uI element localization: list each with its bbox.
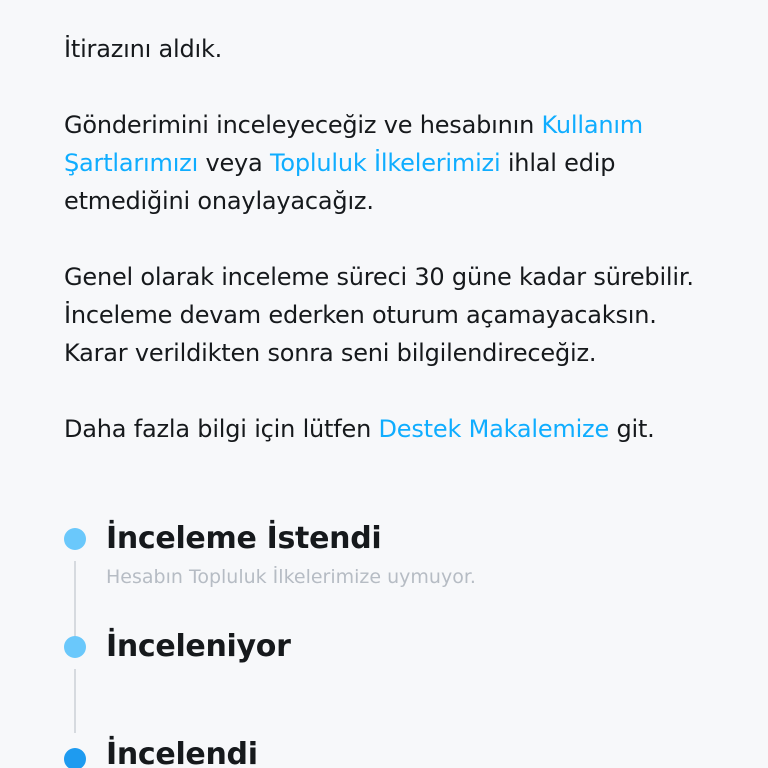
support-info-text-a: Daha fazla bilgi için lütfen [64, 415, 379, 443]
step-status-dot [64, 528, 86, 550]
timeline-connector [74, 669, 76, 733]
terms-of-use-link[interactable]: Kullanım Şartlarımızı [64, 111, 643, 177]
review-explanation-text-c: ihlal edip etmediğini onaylayacağız. [64, 149, 616, 215]
review-explanation [64, 106, 724, 220]
timeline-step-reviewed [62, 733, 258, 768]
support-article-link[interactable]: Destek Makalemize [378, 415, 610, 443]
timeline-step-under-review [62, 625, 291, 669]
step-status-dot-active [64, 748, 86, 768]
step-title: İnceleniyor [106, 629, 291, 664]
step-status-dot [64, 636, 86, 658]
step-subtitle: Hesabın Topluluk İlkelerimize uymuyor. [106, 566, 476, 588]
appeal-message [64, 30, 724, 486]
community-guidelines-link[interactable]: Topluluk İlkelerimizi [269, 149, 501, 177]
review-duration-text: Genel olarak inceleme süreci 30 güne kadar sürebilir. İnceleme devam ederken oturum açamayacaksın. Karar verildikten sonra seni bilgilendireceğiz. [64, 263, 694, 367]
step-title: İncelendi [106, 737, 258, 768]
support-info-text-b: git. [609, 415, 655, 443]
timeline-step-review-requested [62, 517, 476, 591]
review-explanation-text-a: Gönderimini inceleyeceğiz ve hesabının [64, 111, 542, 139]
appeal-received-text: İtirazını aldık. [64, 35, 223, 63]
support-info [64, 410, 724, 448]
review-explanation-text-b: veya [198, 149, 270, 177]
step-title: İnceleme İstendi [106, 521, 382, 556]
